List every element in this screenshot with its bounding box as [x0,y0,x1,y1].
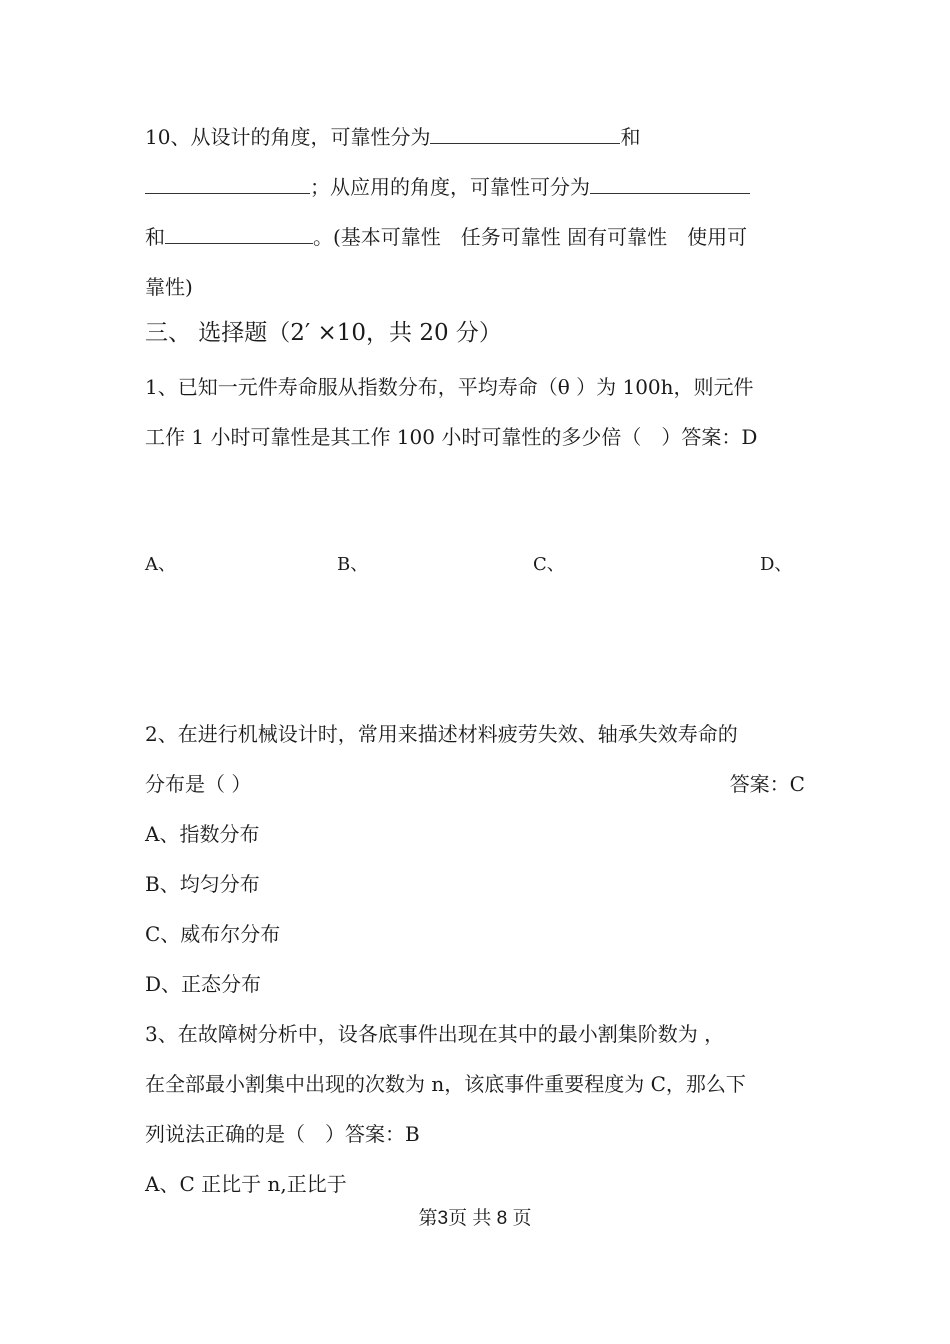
q10-line-2 [145,173,750,201]
q10-text-3-start: 和 [145,225,165,249]
q10-line-4: 靠性) [145,275,193,299]
q1-line-2: 工作 1 小时可靠性是其工作 100 小时可靠性的多少倍（ ）答案：D [145,425,758,449]
q1-option-b: B、 [337,554,369,575]
q10-line-3 [145,223,747,251]
q2-option-d: D、正态分布 [145,972,262,996]
q1-option-a: A、 [145,554,176,575]
q10-text-1-end: 和 [620,125,641,149]
q3-line-3: 列说法正确的是（ ）答案：B [145,1122,420,1146]
q2-option-b: B、均匀分布 [145,872,260,896]
q10-text-2: ；从应用的角度，可靠性可分为 [310,175,590,199]
q1-line-1: 1、已知一元件寿命服从指数分布，平均寿命（θ ）为 100h，则元件 [145,375,754,399]
q10-text-3: 。(基本可靠性 任务可靠性 固有可靠性 使用可 [313,225,748,249]
q2-option-c: C、威布尔分布 [145,922,281,946]
q3-option-a: A、C 正比于 n,正比于 [145,1172,347,1196]
q10-blank-3[interactable] [590,173,750,194]
q1-option-c: C、 [533,554,565,575]
q10-blank-2[interactable] [145,173,310,194]
q10-blank-1[interactable] [430,123,620,144]
q10-line-1 [145,123,640,151]
q10-blank-4[interactable] [165,223,313,244]
q2-line-2: 分布是（ ） [145,772,252,796]
q10-text-1: 10、从设计的角度，可靠性分为 [145,125,431,149]
q3-line-1: 3、在故障树分析中，设各底事件出现在其中的最小割集阶数为 ， [145,1022,725,1046]
page-footer: 第3页 共 8 页 [418,1208,532,1229]
q2-line-1: 2、在进行机械设计时，常用来描述材料疲劳失效、轴承失效寿命的 [145,722,738,746]
q1-option-d: D、 [760,554,793,575]
q3-line-2: 在全部最小割集中出现的次数为 n，该底事件重要程度为 C，那么下 [145,1072,746,1096]
section-3-heading: 三、 选择题（2′ ×10，共 20 分） [145,320,502,346]
q2-option-a: A、指数分布 [145,822,260,846]
q2-answer: 答案：C [729,772,805,796]
